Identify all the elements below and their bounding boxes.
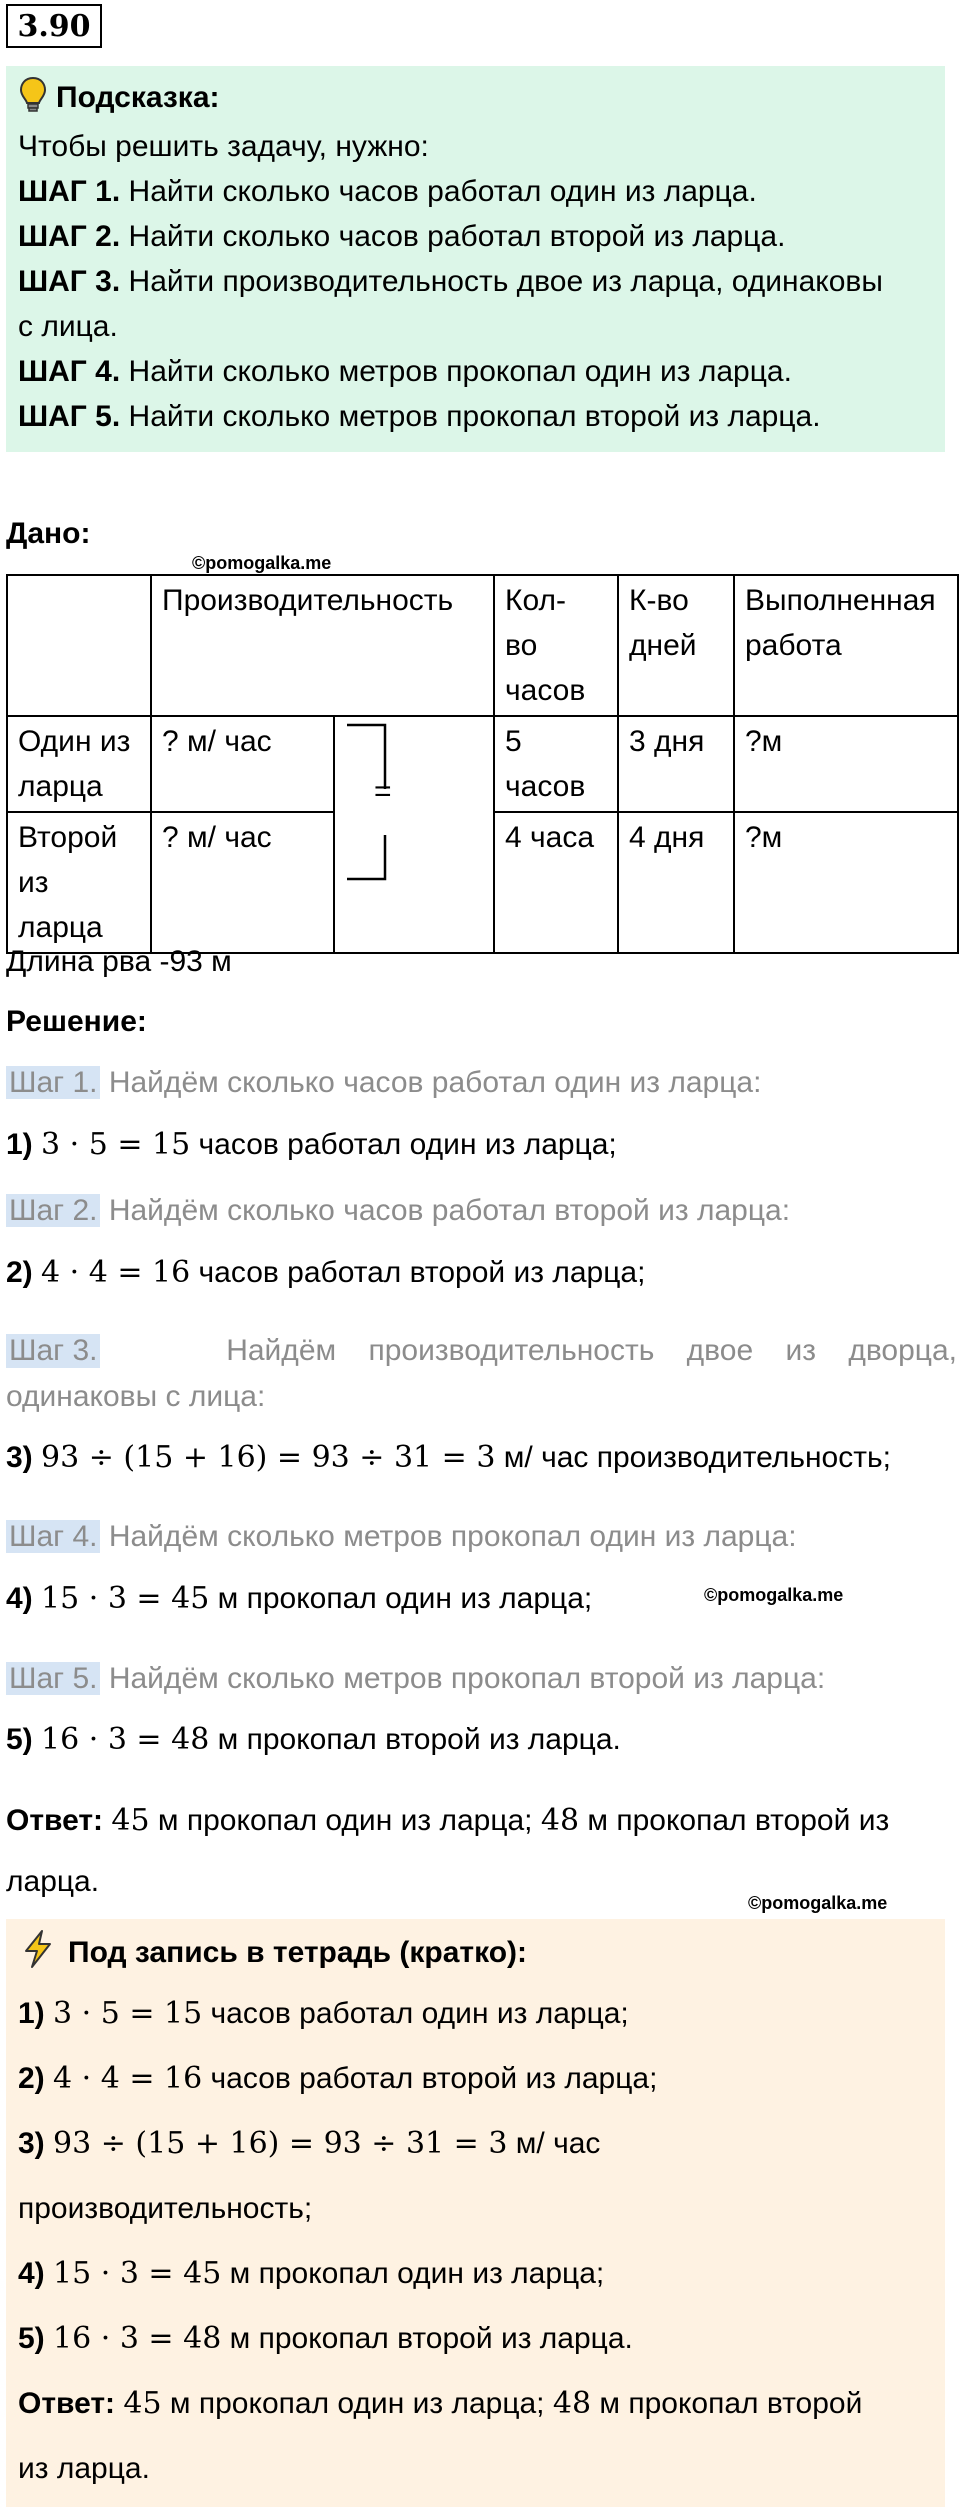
solution-heading: Решение:: [6, 1005, 147, 1038]
answer-text: м прокопал один из ларца;: [149, 1804, 541, 1837]
header-line: К-во: [629, 584, 689, 617]
step-num: 1): [6, 1128, 33, 1161]
hint-step-5: [18, 394, 933, 439]
step-2-calc: [6, 1255, 645, 1290]
hint-intro: Чтобы решить задачу, нужно:: [18, 130, 429, 163]
notebook-text: м прокопал один из ларца;: [221, 2257, 605, 2290]
notebook-math: 93 ÷ (15 + 16) = 93 ÷ 31 = 3: [53, 2126, 508, 2161]
lightbulb-icon: [18, 75, 56, 121]
notebook-line: [18, 2046, 933, 2111]
notebook-line: [18, 2176, 933, 2241]
watermark: ©pomogalka.me: [192, 553, 332, 573]
table-header-row: [7, 575, 958, 716]
row-hours: [494, 716, 618, 812]
step-2-desc: [6, 1194, 790, 1228]
given-heading: Дано:: [6, 517, 91, 550]
hint-title: Подсказка:: [56, 81, 220, 114]
step-4-desc: [6, 1520, 797, 1554]
row-name-line: из: [18, 866, 49, 899]
step-desc: Найдём сколько часов работал один из ларца:: [108, 1066, 762, 1099]
step-tag: Шаг 5.: [6, 1662, 100, 1695]
header-work: [734, 575, 958, 716]
row-days: 4 дня: [618, 812, 734, 953]
notebook-num: 4): [18, 2257, 45, 2290]
step-math: 15 · 3 = 45: [41, 1581, 210, 1616]
step-1-calc: [6, 1127, 617, 1162]
step-text: м прокопал один из ларца;: [209, 1582, 593, 1615]
hint-box: [6, 66, 945, 452]
row-days: 3 дня: [618, 716, 734, 812]
step-3-desc: [6, 1334, 957, 1368]
answer-label: Ответ:: [6, 1804, 104, 1837]
answer-text: м прокопал второй: [591, 2387, 863, 2420]
header-line: Кол-: [505, 584, 566, 617]
answer-text: м прокопал один из ларца;: [161, 2387, 553, 2420]
equal-bracket-cell: [334, 716, 494, 953]
notebook-line: [18, 2111, 933, 2176]
hint-title-row: [18, 72, 933, 124]
task-number: 3.90: [6, 4, 102, 48]
header-line: во: [505, 629, 538, 662]
step-math: 4 · 4 = 16: [41, 1255, 191, 1290]
header-hours: [494, 575, 618, 716]
step-5-calc: [6, 1722, 621, 1757]
step-text: м прокопал второй из ларца.: [209, 1723, 621, 1756]
step-text: м/ час производительность;: [495, 1441, 891, 1474]
hint-step-label: ШАГ 5.: [18, 400, 121, 433]
watermark: ©pomogalka.me: [748, 1893, 888, 1913]
row-name-line: ларца: [18, 770, 103, 803]
step-num: 2): [6, 1256, 33, 1289]
step-math: 3 · 5 = 15: [41, 1127, 191, 1162]
step-math: 16 · 3 = 48: [41, 1722, 210, 1757]
notebook-answer: [18, 2371, 933, 2436]
hint-step-label: ШАГ 3.: [18, 265, 121, 298]
answer-label: Ответ:: [18, 2387, 116, 2420]
hint-step-label: ШАГ 2.: [18, 220, 121, 253]
row-name-line: Второй: [18, 821, 118, 854]
hint-step-2: [18, 214, 933, 259]
hint-step-text: Найти сколько часов работал второй из ларца.: [128, 220, 786, 253]
hint-step-text: Найти производительность двое из ларца, одинаковы: [128, 265, 883, 298]
hint-step-text: Найти сколько метров прокопал второй из ларца.: [128, 400, 821, 433]
notebook-box: [6, 1919, 945, 2507]
row-hours: 4 часа: [494, 812, 618, 953]
answer-line-cont: ларца.: [6, 1865, 100, 1898]
step-5-desc: [6, 1662, 825, 1696]
answer-line: [6, 1803, 889, 1838]
table-cell: [7, 575, 151, 716]
row-name: [7, 812, 151, 953]
notebook-text: м прокопал второй из ларца.: [221, 2322, 633, 2355]
notebook-answer-cont: из ларца.: [18, 2452, 150, 2485]
step-desc: Найдём сколько метров прокопал один из ларца:: [108, 1520, 797, 1553]
row-work: ?м: [734, 716, 958, 812]
header-productivity: Производительность: [151, 575, 494, 716]
notebook-num: 5): [18, 2322, 45, 2355]
hint-step-label: ШАГ 4.: [18, 355, 121, 388]
hint-step-3-cont: [18, 304, 933, 349]
equal-sign: =: [374, 775, 392, 808]
header-days: [618, 575, 734, 716]
header-line: работа: [745, 629, 842, 662]
notebook-text: производительность;: [18, 2192, 313, 2225]
step-tag: Шаг 4.: [6, 1520, 100, 1553]
step-desc: Найдём сколько метров прокопал второй из ларца:: [108, 1662, 826, 1695]
header-line: Выполненная: [745, 584, 936, 617]
step-tag: Шаг 2.: [6, 1194, 100, 1227]
step-math: 93 ÷ (15 + 16) = 93 ÷ 31 = 3: [41, 1440, 496, 1475]
step-num: 3): [6, 1441, 33, 1474]
notebook-text: часов работал один из ларца;: [202, 1997, 629, 2030]
answer-math: 48: [540, 1803, 580, 1838]
hint-step-label: ШАГ 1.: [18, 175, 121, 208]
header-line: дней: [629, 629, 697, 662]
step-3-calc: [6, 1440, 891, 1475]
notebook-title: Под запись в тетрадь (кратко):: [68, 1936, 528, 1969]
step-tag: Шаг 3.: [6, 1334, 100, 1368]
notebook-math: 4 · 4 = 16: [53, 2061, 203, 2096]
equal-bracket: [335, 717, 495, 937]
row-hours-line: 5: [505, 725, 522, 758]
hint-step-text: Найти сколько часов работал один из ларца.: [128, 175, 757, 208]
notebook-text: часов работал второй из ларца;: [202, 2062, 658, 2095]
hint-step-4: [18, 349, 933, 394]
step-num: 4): [6, 1582, 33, 1615]
hint-step-3: [18, 259, 933, 304]
step-num: 5): [6, 1723, 33, 1756]
step-1-desc: [6, 1066, 761, 1100]
row-hours-line: часов: [505, 770, 586, 803]
hint-step-1: [18, 169, 933, 214]
hint-step-text: Найти сколько метров прокопал один из ларца.: [128, 355, 792, 388]
answer-math: 45: [111, 1803, 150, 1838]
notebook-num: 2): [18, 2062, 45, 2095]
answer-math: 48: [552, 2386, 592, 2421]
answer-math: 45: [123, 2386, 162, 2421]
notebook-line: [18, 2306, 933, 2371]
notebook-line: [18, 1981, 933, 2046]
table-row: [7, 716, 958, 812]
lightning-icon: [18, 1929, 68, 1977]
notebook-num: 3): [18, 2127, 45, 2160]
row-name: [7, 716, 151, 812]
row-productivity: ? м/ час: [151, 812, 334, 953]
step-4-calc: [6, 1581, 592, 1616]
row-productivity: ? м/ час: [151, 716, 334, 812]
length-note: Длина рва -93 м: [6, 945, 232, 978]
step-3-desc-cont: одинаковы с лица:: [6, 1380, 266, 1413]
notebook-math: 15 · 3 = 45: [53, 2256, 222, 2291]
step-desc: Найдём производительность двое из дворца,: [226, 1334, 957, 1367]
notebook-title-row: [18, 1925, 933, 1981]
notebook-num: 1): [18, 1997, 45, 2030]
given-table: [6, 574, 959, 954]
row-work: ?м: [734, 812, 958, 953]
step-tag: Шаг 1.: [6, 1066, 100, 1099]
notebook-text: м/ час: [507, 2127, 601, 2160]
step-desc: Найдём сколько часов работал второй из ларца:: [108, 1194, 791, 1227]
watermark: ©pomogalka.me: [704, 1585, 844, 1605]
hint-step-text: с лица.: [18, 310, 118, 343]
step-text: часов работал второй из ларца;: [190, 1256, 646, 1289]
answer-text: м прокопал второй из: [579, 1804, 890, 1837]
notebook-math: 16 · 3 = 48: [53, 2321, 222, 2356]
row-name-line: ларца: [18, 911, 103, 944]
row-name-line: Один из: [18, 725, 131, 758]
step-text: часов работал один из ларца;: [190, 1128, 617, 1161]
header-line: часов: [505, 674, 586, 707]
notebook-math: 3 · 5 = 15: [53, 1996, 203, 2031]
notebook-line: [18, 2241, 933, 2306]
